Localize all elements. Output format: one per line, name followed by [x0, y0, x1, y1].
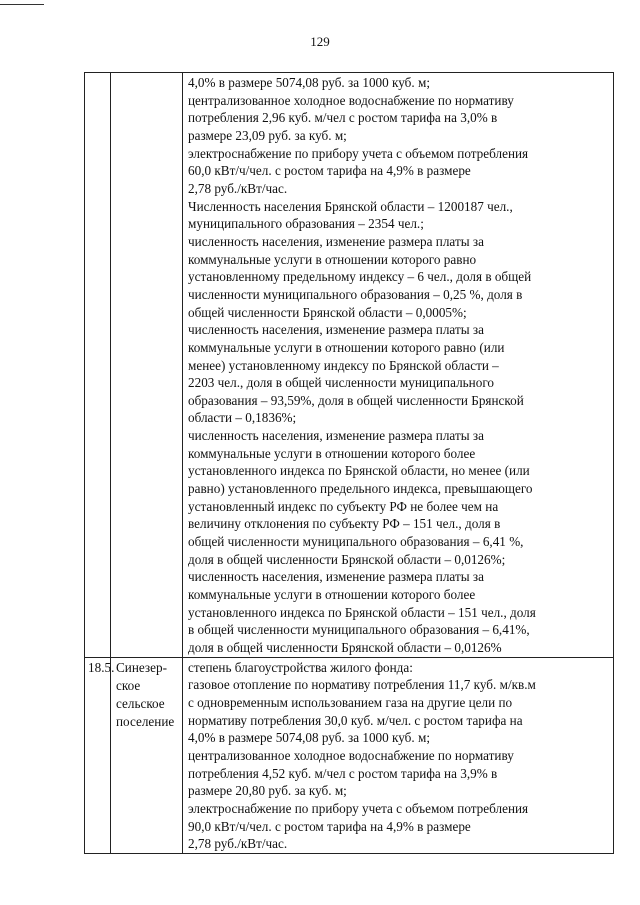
- municipality-name-line: сельское: [116, 695, 165, 711]
- description-line: численность населения, изменение размера платы за: [188, 233, 484, 249]
- description-line: общей численности Брянской области – 0,0005%;: [188, 304, 467, 320]
- description-line: равно) установленного предельного индекса, превышающего: [188, 481, 533, 497]
- description-line: в общей численности муниципального образования – 6,41%,: [188, 622, 530, 638]
- description-line: 2,78 руб./кВт/час.: [188, 836, 288, 852]
- description-line: образования – 93,59%, доля в общей численности Брянской: [188, 392, 524, 408]
- description-line: величину отклонения по субъекту РФ – 151 чел., доля в: [188, 516, 501, 532]
- description-line: размере 23,09 руб. за куб. м;: [188, 127, 347, 143]
- description-line: нормативу потребления 30,0 куб. м/чел. с ростом тарифа на: [188, 712, 523, 728]
- description-line: численность населения, изменение размера платы за: [188, 569, 484, 585]
- description-line: численности муниципального образования – 0,25 %, доля в: [188, 286, 523, 302]
- description-line: установленного индекса по Брянской области – 151 чел., доля: [188, 604, 536, 620]
- description-line: 4,0% в размере 5074,08 руб. за 1000 куб. м;: [188, 730, 430, 746]
- table-row-18-5: [85, 657, 614, 853]
- description-line: потребления 2,96 куб. м/чел с ростом тарифа на 3,0% в: [188, 110, 498, 126]
- description-line: коммунальные услуги в отношении которого более: [188, 587, 476, 603]
- description-line: 60,0 кВт/ч/чел. с ростом тарифа на 4,9% в размере: [188, 163, 471, 179]
- description-line: 2,78 руб./кВт/час.: [188, 180, 288, 196]
- description-cell: [183, 657, 614, 853]
- description-line: доля в общей численности Брянской области – 0,0126%: [188, 640, 502, 655]
- description-line: Численность населения Брянской области – 1200187 чел.,: [188, 198, 513, 214]
- description-line: размере 20,80 руб. за куб. м;: [188, 783, 347, 799]
- header-rule: [0, 4, 44, 5]
- page-number: 129: [310, 34, 330, 49]
- description-line: муниципального образования – 2354 чел.;: [188, 216, 424, 232]
- description-line: централизованное холодное водоснабжение по нормативу: [188, 92, 514, 108]
- description-line: 90,0 кВт/ч/чел. с ростом тарифа на 4,9% в размере: [188, 818, 471, 834]
- description-line: 2203 чел., доля в общей численности муниципального: [188, 375, 494, 391]
- description-line: коммунальные услуги в отношении которого равно: [188, 251, 477, 267]
- description-line: установленный индекс по субъекту РФ не более чем на: [188, 498, 499, 514]
- description-line: 4,0% в размере 5074,08 руб. за 1000 куб. м;: [188, 75, 430, 90]
- description-line: коммунальные услуги в отношении которого равно (или: [188, 339, 505, 355]
- municipality-name-line: ское: [116, 677, 141, 693]
- description-line: электроснабжение по прибору учета с объемом потребления: [188, 145, 529, 161]
- description-line: с одновременным использованием газа на другие цели по: [188, 694, 513, 710]
- row-number-cell: 18.5.: [85, 657, 111, 853]
- table-row-continued: [85, 73, 614, 658]
- description-line: менее) установленному индексу по Брянской области –: [188, 357, 499, 373]
- municipality-name-cell: [111, 657, 183, 853]
- description-line: установленного индекса по Брянской области, но менее (или: [188, 463, 530, 479]
- description-line: газовое отопление по нормативу потребления 11,7 куб. м/кв.м: [188, 677, 536, 693]
- row-number-cell: [85, 73, 111, 658]
- description-line: численность населения, изменение размера платы за: [188, 322, 484, 338]
- description-line: электроснабжение по прибору учета с объемом потребления: [188, 800, 529, 816]
- description-line: степень благоустройства жилого фонда:: [188, 659, 413, 675]
- description-line: общей численности муниципального образования – 6,41 %,: [188, 534, 524, 550]
- municipality-name-line: поселение: [116, 713, 175, 729]
- description-line: доля в общей численности Брянской области – 0,0126%;: [188, 551, 506, 567]
- description-line: коммунальные услуги в отношении которого более: [188, 445, 476, 461]
- description-line: централизованное холодное водоснабжение по нормативу: [188, 747, 514, 763]
- description-line: области – 0,1836%;: [188, 410, 297, 426]
- tariff-table: [84, 72, 614, 854]
- description-line: численность населения, изменение размера платы за: [188, 428, 484, 444]
- municipality-name-cell: [111, 73, 183, 658]
- description-line: установленному предельному индексу – 6 чел., доля в общей: [188, 269, 532, 285]
- municipality-name-line: Синезер-: [116, 659, 167, 675]
- description-cell: [183, 73, 614, 658]
- description-line: потребления 4,52 куб. м/чел с ростом тарифа на 3,9% в: [188, 765, 498, 781]
